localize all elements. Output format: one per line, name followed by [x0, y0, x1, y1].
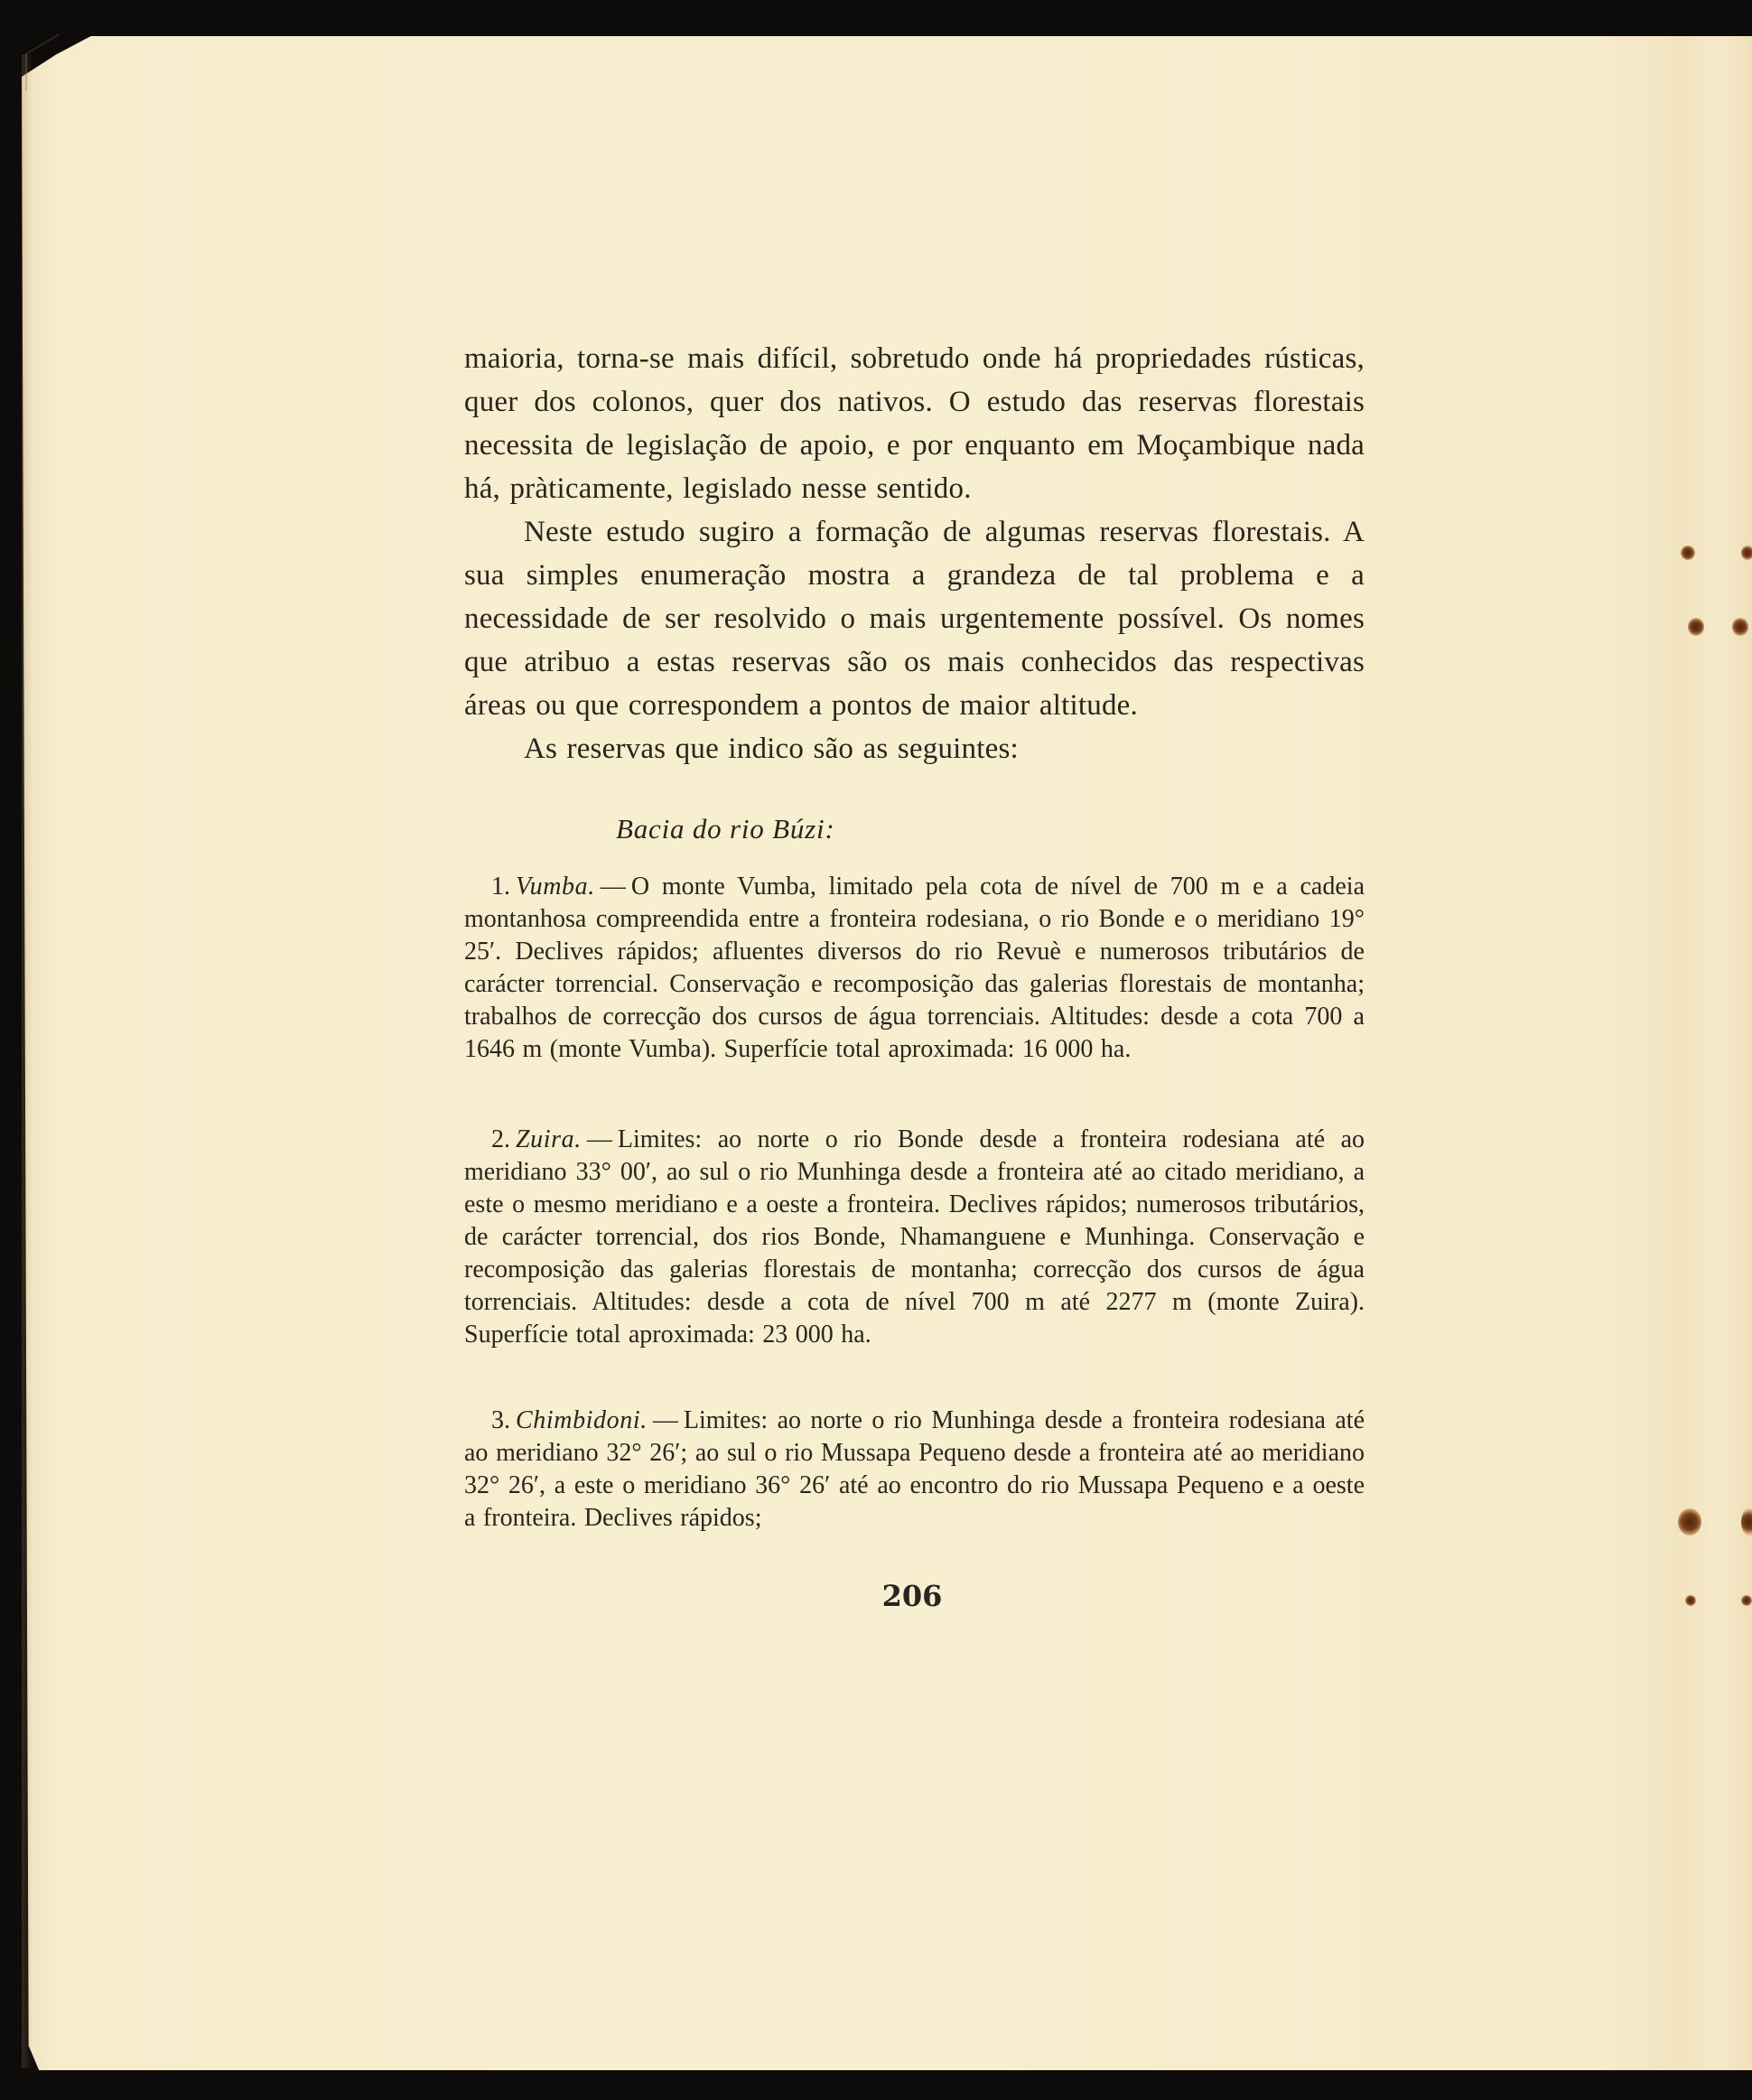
rust-stain-mark [1678, 1508, 1701, 1535]
rust-stain-mark [1741, 1508, 1752, 1535]
rust-stain-mark [1685, 1595, 1696, 1606]
section-heading: Bacia do rio Búzi: [616, 813, 835, 845]
entry-text: O monte Vumba, limitado pela cota de nível de 700 m e a cadeia montanhosa compreendida entre a fronteira rodesiana, o rio Bonde e o meridiano 19° 25′. Declives rápidos; afluentes diversos do rio Revuè e numerosos tributários de carácter torrencial. Conservação e recomposição das galerias florestais de montanha; trabalhos de correcção dos cursos de água torrenciais. Altitudes: desde a cota 700 a 1646 m (monte Vumba). Superfície total aproximada: 16 000 ha. [464, 873, 1365, 1063]
paragraph-continuation: maioria, torna-se mais difícil, sobretudo onde há propriedades rústicas, quer dos colonos, quer dos nativos. O estudo das reservas florestais necessita de legislação de apoio, e por enquanto em Moçambique nada há, pràticamente, legislado nesse sentido. [464, 342, 1365, 505]
entry-text: Limites: ao norte o rio Bonde desde a fronteira rodesiana até ao meridiano 33° 00′, ao sul o rio Munhinga desde a fronteira até ao citado meridiano, a este o mesmo meridiano e a oeste a fronteira. Declives rápidos; numerosos tributários, de carácter torrencial, dos rios Bonde, Nhamanguene e Munhinga. Conservação e recomposição das galerias florestais de montanha; correcção dos cursos de água torrenciais. Altitudes: desde a cota de nível 700 m até 2277 m (monte Zuira). Superfície total aproximada: 23 000 ha. [464, 1125, 1365, 1349]
entry-name: Zuira. [516, 1125, 582, 1153]
entry-dash: — [652, 1406, 678, 1434]
entry-dash: — [600, 873, 626, 901]
rust-stain-mark [1681, 546, 1695, 560]
rust-stain-mark [1741, 546, 1752, 560]
reserve-entry-chimbidoni [464, 1405, 1365, 1535]
reserve-list-3 [464, 1405, 1365, 1535]
reserve-entry-zuira [464, 1124, 1365, 1351]
entry-number: 2. [491, 1125, 510, 1153]
body-text-block [464, 337, 1365, 770]
entry-text: Limites: ao norte o rio Munhinga desde a fronteira rodesiana até ao meridiano 32° 26′; ao sul o rio Mussapa Pequeno desde a fronteira até ao meridiano 32° 26′, a este o meridiano 36° 26′ até ao encontro do rio Mussapa Pequeno e a oeste a fronteira. Declives rápidos; [464, 1406, 1365, 1532]
page-gutter-shadow [22, 54, 33, 2068]
entry-number: 3. [491, 1406, 510, 1434]
entry-name: Vumba. [516, 873, 595, 901]
entry-name: Chimbidoni. [516, 1406, 648, 1434]
rust-stain-mark [1732, 618, 1748, 636]
page-number: 206 [881, 1579, 943, 1613]
rust-stain-mark [1688, 618, 1704, 636]
paragraph-reserves-intro: Neste estudo sugiro a formação de algumas reservas florestais. A sua simples enumeração mostra a grandeza de tal problema e a necessidade de ser resolvido o mais urgentemente possível. Os nomes que atribuo a estas reservas são os mais conhecidos das respectivas áreas ou que correspondem a pontos de maior altitude. [464, 516, 1365, 722]
reserve-list-2 [464, 1124, 1365, 1351]
reserve-list [464, 871, 1365, 1066]
rust-stain-mark [1741, 1595, 1752, 1606]
paragraph-list-lead: As reservas que indico são as seguintes: [524, 733, 1019, 765]
reserve-entry-vumba [464, 871, 1365, 1066]
entry-dash: — [586, 1125, 612, 1153]
entry-number: 1. [491, 873, 510, 901]
